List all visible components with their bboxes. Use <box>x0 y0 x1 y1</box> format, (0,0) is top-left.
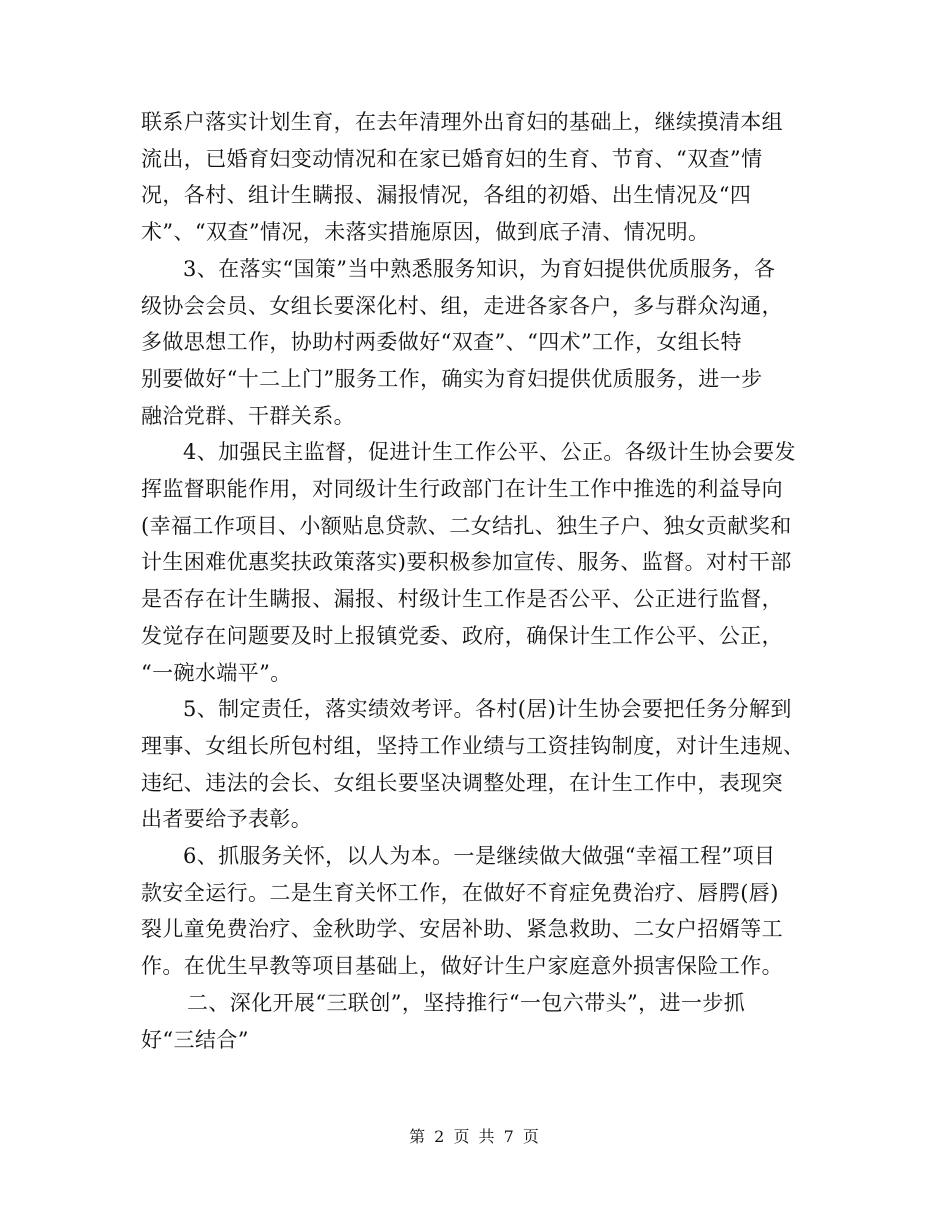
text-line: 多做思想工作，协助村两委做好“双查”、“四术”工作，女组长特 <box>141 330 742 355</box>
paragraph-start-line: 3、在落实“国策”当中熟悉服务知识，为育妇提供优质服务，各 <box>183 256 776 281</box>
text-line: 级协会会员、女组长要深化村、组，走进各家各户，多与群众沟通， <box>141 293 783 318</box>
text-line: 流出，已婚育妇变动情况和在家已婚育妇的生育、节育、“双查”情 <box>141 146 763 171</box>
paragraph-start-line: 5、制定责任，落实绩效考评。各村(居)计生协会要把任务分解到 <box>183 697 792 722</box>
text-line: 理事、女组长所包村组，坚持工作业绩与工资挂钩制度，对计生违规、 <box>141 733 805 758</box>
text-line: 术”、“双查”情况，未落实措施原因，做到底子清、情况明。 <box>141 220 710 245</box>
text-line: 是否存在计生瞒报、漏报、村级计生工作是否公平、公正进行监督， <box>141 587 783 612</box>
text-line: 挥监督职能作用，对同级计生行政部门在计生工作中推选的利益导向 <box>141 477 783 502</box>
text-line: 发觉存在问题要及时上报镇党委、政府，确保计生工作公平、公正， <box>141 623 783 648</box>
paragraph-start-line: 4、加强民主监督，促进计生工作公平、公正。各级计生协会要发 <box>183 440 796 465</box>
paragraph-start-line: 6、抓服务关怀，以人为本。一是继续做大做强“幸福工程”项目 <box>183 844 776 869</box>
section-heading-line: 二、深化开展“三联创”，坚持推行“一包六带头”，进一步抓 <box>187 990 746 1015</box>
text-line: 出者要给予表彰。 <box>141 807 313 832</box>
document-body <box>141 104 821 1058</box>
text-line: 融洽党群、干群关系。 <box>141 403 355 428</box>
text-line: 计生困难优惠奖扶政策落实)要积极参加宣传、服务、监督。对村干部 <box>141 550 792 575</box>
text-line: 联系户落实计划生育，在去年清理外出育妇的基础上，继续摸清本组 <box>141 110 783 134</box>
page-number-footer: 第 2 页 共 7 页 <box>409 1127 541 1146</box>
text-line: 款安全运行。二是生育关怀工作，在做好不育症免费治疗、唇腭(唇) <box>141 880 779 905</box>
text-line: 作。在优生早教等项目基础上，做好计生户家庭意外损害保险工作。 <box>141 954 783 979</box>
text-line: “一碗水端平”。 <box>141 660 292 685</box>
text-line: 违纪、违法的会长、女组长要坚决调整处理，在计生工作中，表现突 <box>141 770 783 795</box>
text-line: 别要做好“十二上门”服务工作，确实为育妇提供优质服务，进一步 <box>141 366 763 391</box>
section-heading-line: 好“三结合” <box>141 1027 249 1052</box>
text-line: 裂儿童免费治疗、金秋助学、安居补助、紧急救助、二女户招婿等工 <box>141 917 783 942</box>
text-line: (幸福工作项目、小额贴息贷款、二女结扎、独生子户、独女贡献奖和 <box>141 513 792 538</box>
text-line: 况，各村、组计生瞒报、漏报情况，各组的初婚、出生情况及“四 <box>141 183 752 208</box>
